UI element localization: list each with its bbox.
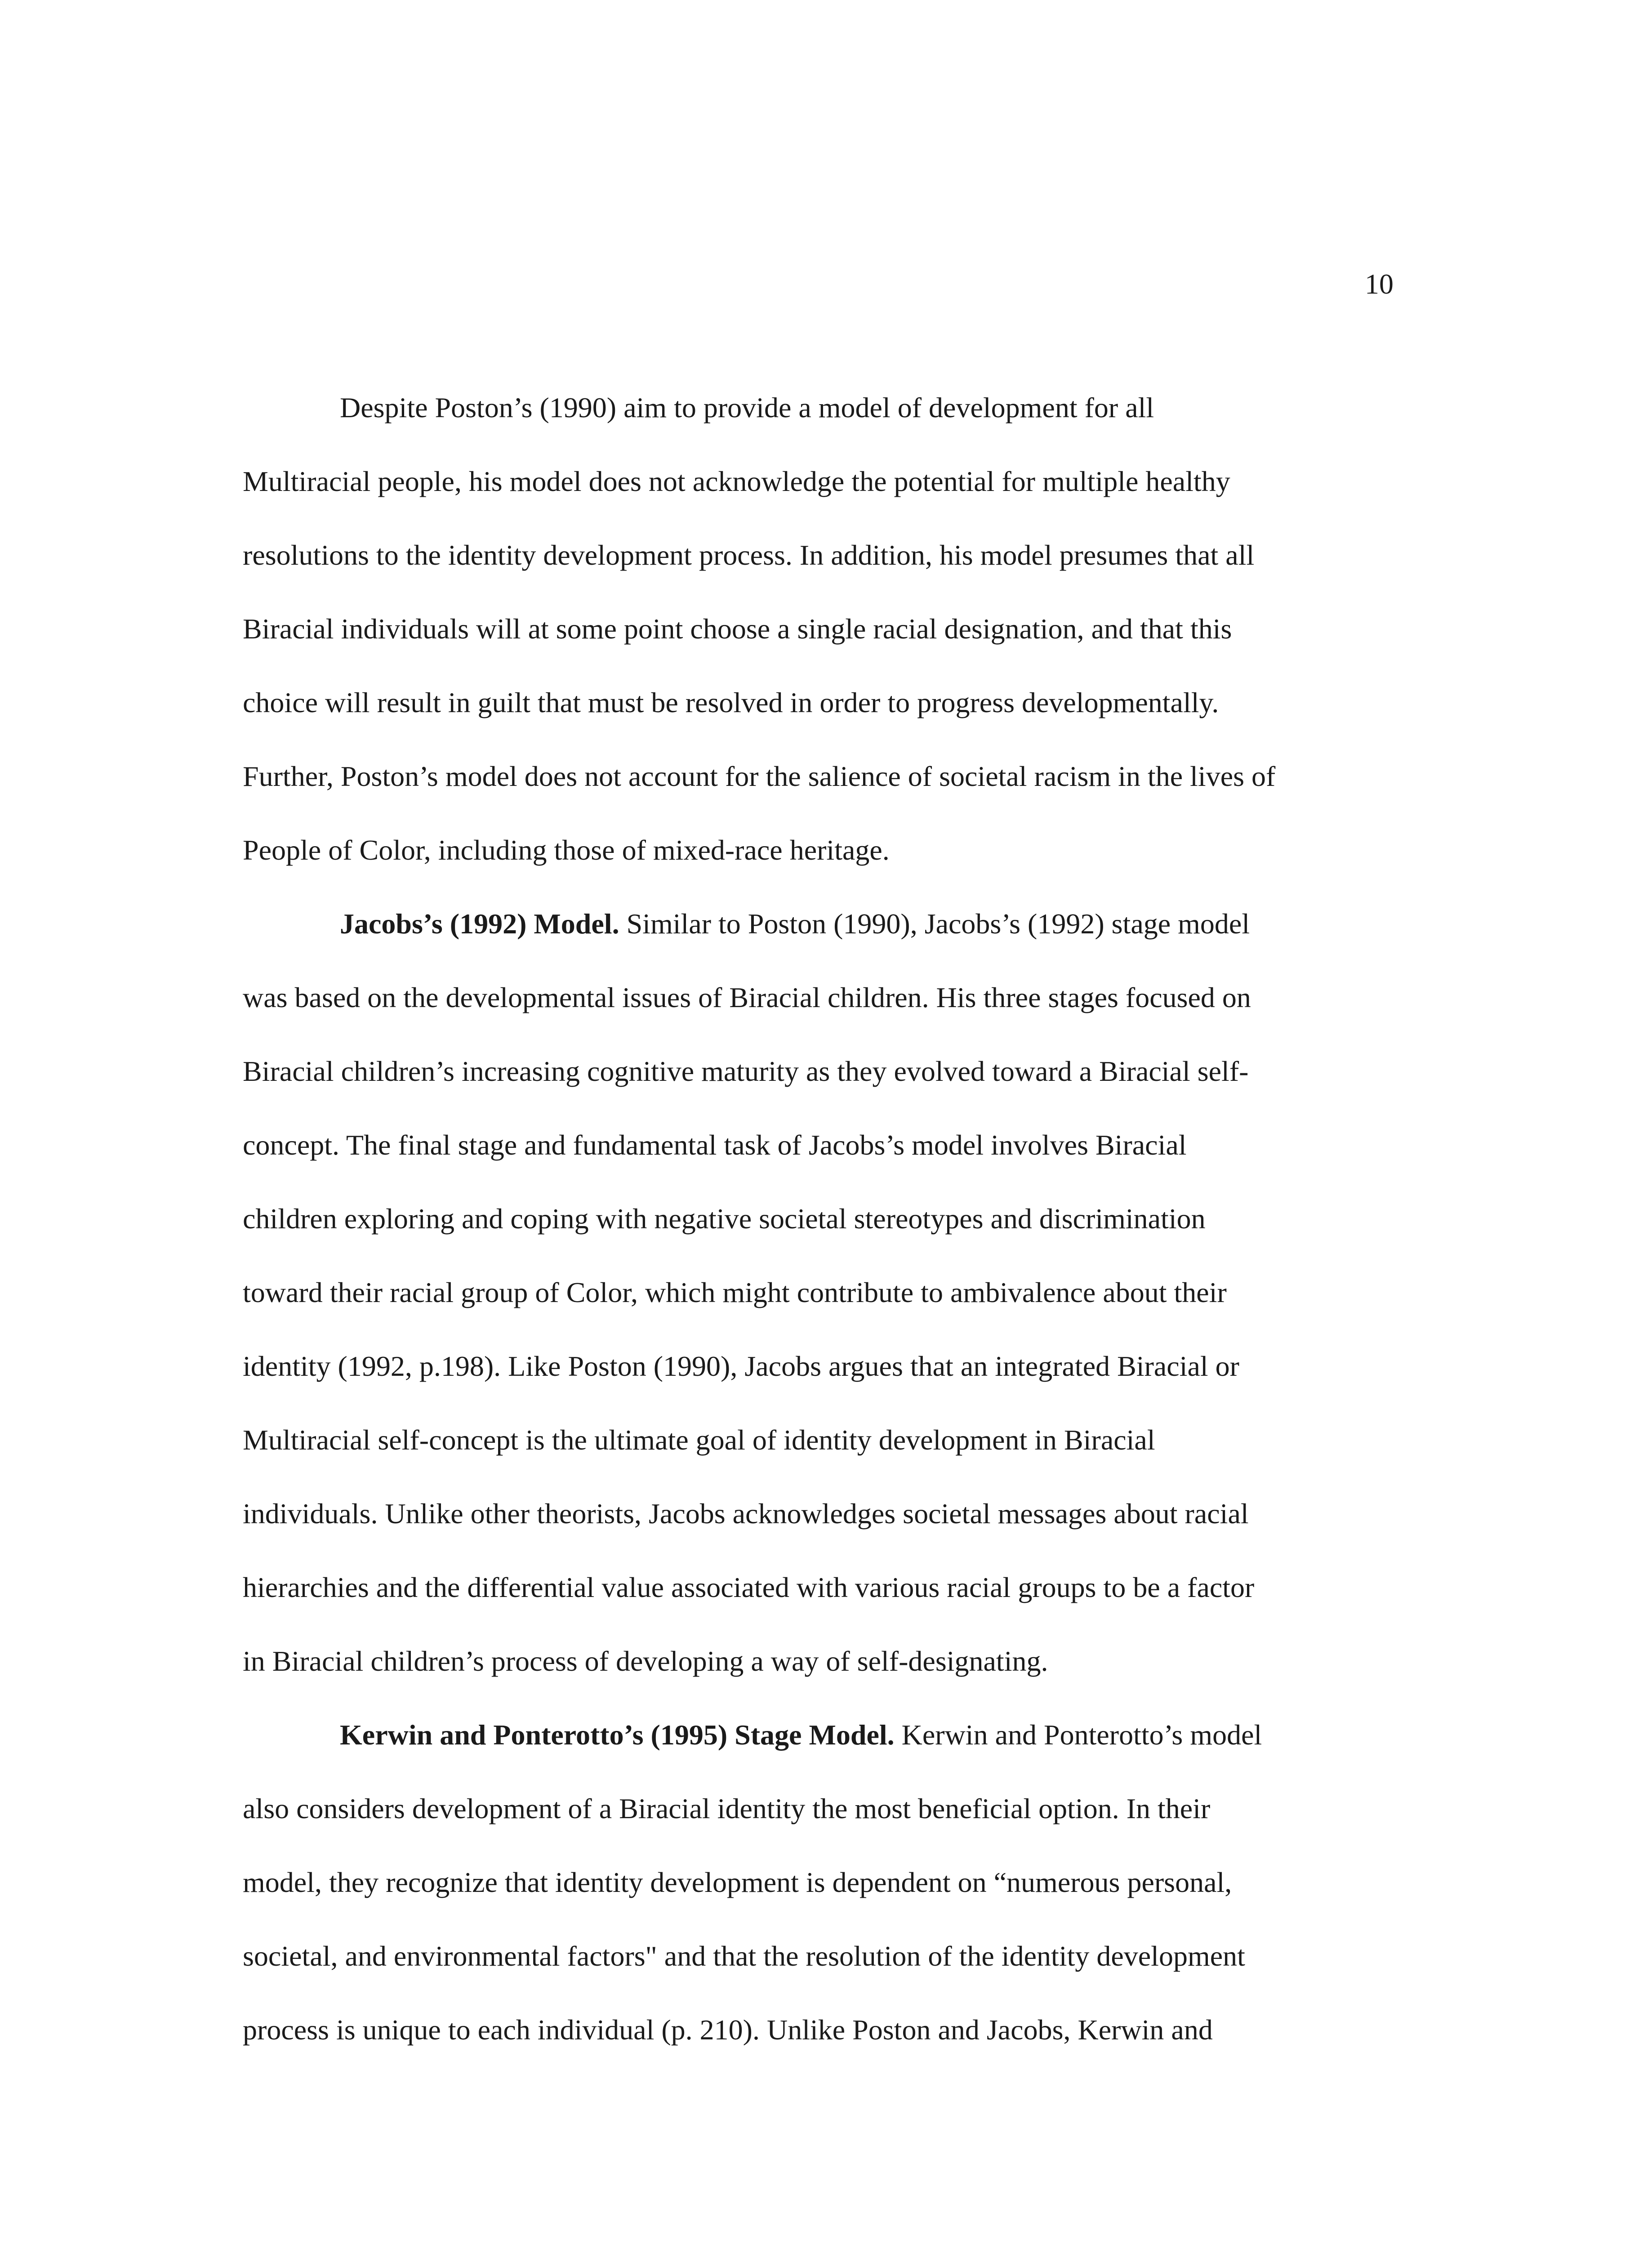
text-line: hierarchies and the differential value associated with various racial groups to be a factor <box>243 1571 1255 1603</box>
text-line: Multiracial people, his model does not acknowledge the potential for multiple healthy <box>243 465 1230 497</box>
text-line: identity (1992, p.198). Like Poston (1990), Jacobs argues that an integrated Biracial or <box>243 1350 1239 1382</box>
text-line: toward their racial group of Color, which might contribute to ambivalence about their <box>243 1276 1227 1308</box>
text-line <box>243 1698 1407 1772</box>
text-line: Further, Poston’s model does not account for the salience of societal racism in the lives of <box>243 760 1276 792</box>
text-run: Similar to Poston (1990), Jacobs’s (1992) stage model <box>619 908 1250 940</box>
text-line: People of Color, including those of mixed-race heritage. <box>243 834 890 866</box>
text-line: was based on the developmental issues of Biracial children. His three stages focused on <box>243 981 1251 1013</box>
text-line: Biracial children’s increasing cognitive maturity as they evolved toward a Biracial self- <box>243 1055 1249 1087</box>
paragraph-poston-critique <box>243 371 1407 887</box>
text-line: children exploring and coping with negative societal stereotypes and discrimination <box>243 1203 1206 1235</box>
section-heading-jacobs: Jacobs’s (1992) Model. <box>340 908 619 940</box>
text-line <box>243 887 1407 961</box>
text-line: individuals. Unlike other theorists, Jacobs acknowledges societal messages about racial <box>243 1498 1249 1530</box>
text-line: resolutions to the identity development process. In addition, his model presumes that all <box>243 539 1255 571</box>
text-line: also considers development of a Biracial identity the most beneficial option. In their <box>243 1793 1211 1824</box>
text-line: Despite Poston’s (1990) aim to provide a model of development for all <box>340 392 1154 424</box>
text-line: Multiracial self-concept is the ultimate goal of identity development in Biracial <box>243 1424 1155 1456</box>
paragraph-jacobs-model <box>243 887 1407 1698</box>
text-line: in Biracial children’s process of developing a way of self-designating. <box>243 1645 1048 1677</box>
page-number: 10 <box>1365 268 1394 300</box>
text-line: societal, and environmental factors" and that the resolution of the identity development <box>243 1940 1245 1972</box>
section-heading-kerwin-ponterotto: Kerwin and Ponterotto’s (1995) Stage Model. <box>340 1719 895 1751</box>
paragraph-kerwin-ponterotto-model <box>243 1698 1407 2067</box>
text-line: choice will result in guilt that must be resolved in order to progress developmentally. <box>243 687 1219 718</box>
text-line: process is unique to each individual (p. 210). Unlike Poston and Jacobs, Kerwin and <box>243 2014 1213 2046</box>
text-run: Kerwin and Ponterotto’s model <box>894 1719 1262 1751</box>
text-line: Biracial individuals will at some point choose a single racial designation, and that this <box>243 613 1232 645</box>
text-line: concept. The final stage and fundamental task of Jacobs’s model involves Biracial <box>243 1129 1187 1161</box>
body-text <box>243 371 1407 2067</box>
text-line: model, they recognize that identity development is dependent on “numerous personal, <box>243 1866 1232 1898</box>
